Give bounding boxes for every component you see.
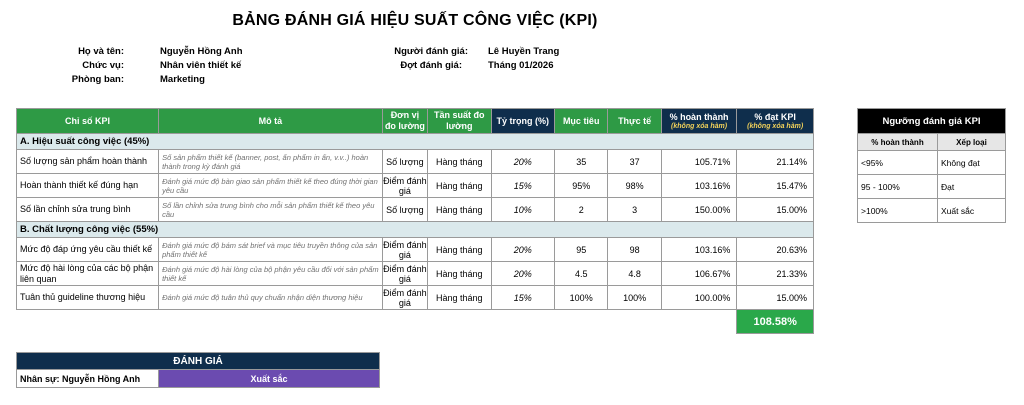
kpi-weight[interactable]: 15%: [491, 286, 554, 310]
threshold-grade: Đạt: [938, 175, 1006, 199]
kpi-target[interactable]: 4.5: [555, 262, 608, 286]
table-row: [17, 174, 814, 198]
kpi-achieved: 15.00%: [737, 286, 814, 310]
kpi-achieved: 15.00%: [737, 198, 814, 222]
kpi-actual[interactable]: 3: [608, 198, 661, 222]
evaluation-result: Xuất sắc: [159, 370, 380, 388]
kpi-desc: Đánh giá mức độ bám sát brief và mục tiêu truyền thông của sản phẩm thiết kế: [159, 238, 383, 262]
kpi-target[interactable]: 100%: [555, 286, 608, 310]
kpi-freq: Hàng tháng: [428, 286, 491, 310]
table-row: [17, 238, 814, 262]
kpi-target[interactable]: 95%: [555, 174, 608, 198]
kpi-desc: Đánh giá mức độ tuân thủ quy chuẩn nhận diện thương hiệu: [159, 286, 383, 310]
header-freq: Tần suất đo lường: [428, 109, 491, 134]
kpi-completion: 106.67%: [661, 262, 737, 286]
threshold-range: >100%: [858, 199, 938, 223]
department-label: Phòng ban:: [71, 74, 124, 85]
period-label: Đợt đánh giá:: [400, 60, 462, 71]
evaluation-person: Nhân sự: Nguyễn Hồng Anh: [17, 370, 159, 388]
kpi-weight[interactable]: 20%: [491, 238, 554, 262]
kpi-actual[interactable]: 98: [608, 238, 661, 262]
threshold-row: [858, 175, 1006, 199]
kpi-actual[interactable]: 37: [608, 150, 661, 174]
kpi-weight[interactable]: 20%: [491, 262, 554, 286]
kpi-table: [16, 108, 814, 334]
header-achieved-label: % đạt KPI: [754, 111, 796, 122]
kpi-unit: Điểm đánh giá: [383, 287, 427, 308]
table-row: [17, 262, 814, 286]
kpi-freq: Hàng tháng: [428, 174, 491, 198]
table-row: [17, 198, 814, 222]
page-title: BẢNG ĐÁNH GIÁ HIỆU SUẤT CÔNG VIỆC (KPI): [232, 12, 598, 29]
evaluation-title: ĐÁNH GIÁ: [17, 353, 380, 370]
kpi-unit: Số lượng: [382, 150, 427, 174]
kpi-unit: Điểm đánh giá: [383, 239, 427, 260]
header-achieved-note: (không xóa hàm): [747, 122, 804, 130]
position-label: Chức vụ:: [82, 60, 124, 71]
threshold-title: Ngưỡng đánh giá KPI: [858, 109, 1006, 134]
kpi-freq: Hàng tháng: [428, 150, 491, 174]
threshold-row: [858, 151, 1006, 175]
header-completion: [661, 109, 737, 134]
section-b-title: B. Chất lượng công việc (55%): [17, 222, 814, 238]
kpi-total: 108.58%: [737, 310, 814, 334]
header-unit: Đơn vị đo lường: [382, 109, 427, 134]
kpi-actual[interactable]: 4.8: [608, 262, 661, 286]
kpi-desc: Đánh giá mức độ bàn giao sản phẩm thiết kế theo đúng thời gian yêu cầu: [159, 174, 383, 198]
kpi-target[interactable]: 95: [555, 238, 608, 262]
header-completion-note: (không xóa hàm): [671, 122, 728, 130]
header-actual: Thực tế: [608, 109, 661, 134]
kpi-desc: Số lần chỉnh sửa trung bình cho mỗi sản phẩm thiết kế theo yêu cầu: [159, 198, 383, 222]
header-kpi: Chỉ số KPI: [17, 109, 159, 134]
kpi-achieved: 21.14%: [737, 150, 814, 174]
kpi-completion: 100.00%: [661, 286, 737, 310]
header-desc: Mô tả: [159, 109, 383, 134]
name-label: Họ và tên:: [78, 46, 124, 57]
threshold-row: [858, 199, 1006, 223]
department-value: Marketing: [160, 74, 205, 85]
table-row: [17, 286, 814, 310]
kpi-name: Hoàn thành thiết kế đúng hạn: [17, 174, 159, 198]
kpi-completion: 105.71%: [661, 150, 737, 174]
threshold-range: <95%: [858, 151, 938, 175]
total-spacer: [17, 310, 737, 334]
kpi-target[interactable]: 2: [555, 198, 608, 222]
table-row: [17, 150, 814, 174]
header-weight: Tỷ trọng (%): [491, 109, 554, 134]
kpi-completion: 150.00%: [661, 198, 737, 222]
kpi-freq: Hàng tháng: [428, 262, 491, 286]
kpi-name: Số lần chỉnh sửa trung bình: [17, 198, 159, 222]
kpi-unit: Điểm đánh giá: [383, 175, 427, 196]
threshold-col-grade: Xếp loại: [938, 134, 1006, 151]
kpi-achieved: 15.47%: [737, 174, 814, 198]
kpi-actual[interactable]: 100%: [608, 286, 661, 310]
threshold-grade: Xuất sắc: [938, 199, 1006, 223]
kpi-actual[interactable]: 98%: [608, 174, 661, 198]
kpi-name: Mức độ hài lòng của các bộ phận liên quan: [17, 262, 159, 286]
kpi-completion: 103.16%: [661, 238, 737, 262]
kpi-weight[interactable]: 15%: [491, 174, 554, 198]
kpi-achieved: 21.33%: [737, 262, 814, 286]
threshold-grade: Không đạt: [938, 151, 1006, 175]
position-value: Nhân viên thiết kế: [160, 60, 242, 71]
header-achieved: [737, 109, 814, 134]
kpi-name: Số lượng sản phẩm hoàn thành: [17, 150, 159, 174]
kpi-freq: Hàng tháng: [428, 238, 491, 262]
kpi-achieved: 20.63%: [737, 238, 814, 262]
evaluator-value: Lê Huyền Trang: [488, 46, 560, 57]
kpi-completion: 103.16%: [661, 174, 737, 198]
kpi-target[interactable]: 35: [555, 150, 608, 174]
threshold-range: 95 - 100%: [858, 175, 938, 199]
kpi-name: Mức độ đáp ứng yêu cầu thiết kế: [17, 238, 159, 262]
evaluation-box: [16, 352, 380, 388]
kpi-desc: Số sản phẩm thiết kế (banner, post, ấn phẩm in ấn, v.v..) hoàn thành trong kỳ đánh giá: [159, 150, 383, 174]
header-target: Mục tiêu: [555, 109, 608, 134]
threshold-col-completion: % hoàn thành: [858, 134, 938, 151]
kpi-unit: Số lượng: [382, 198, 427, 222]
header-completion-label: % hoàn thành: [669, 111, 729, 122]
evaluator-label: Người đánh giá:: [394, 46, 468, 57]
kpi-freq: Hàng tháng: [428, 198, 491, 222]
section-a-title: A. Hiệu suất công việc (45%): [17, 134, 814, 150]
kpi-weight[interactable]: 10%: [491, 198, 554, 222]
name-value: Nguyễn Hồng Anh: [160, 46, 243, 57]
period-value: Tháng 01/2026: [488, 60, 554, 71]
kpi-weight[interactable]: 20%: [491, 150, 554, 174]
kpi-name: Tuân thủ guideline thương hiệu: [17, 286, 159, 310]
kpi-desc: Đánh giá mức độ hài lòng của bộ phận yêu cầu đối với sản phẩm thiết kế: [159, 262, 383, 286]
kpi-unit: Điểm đánh giá: [383, 263, 427, 284]
threshold-table: [857, 108, 1006, 223]
